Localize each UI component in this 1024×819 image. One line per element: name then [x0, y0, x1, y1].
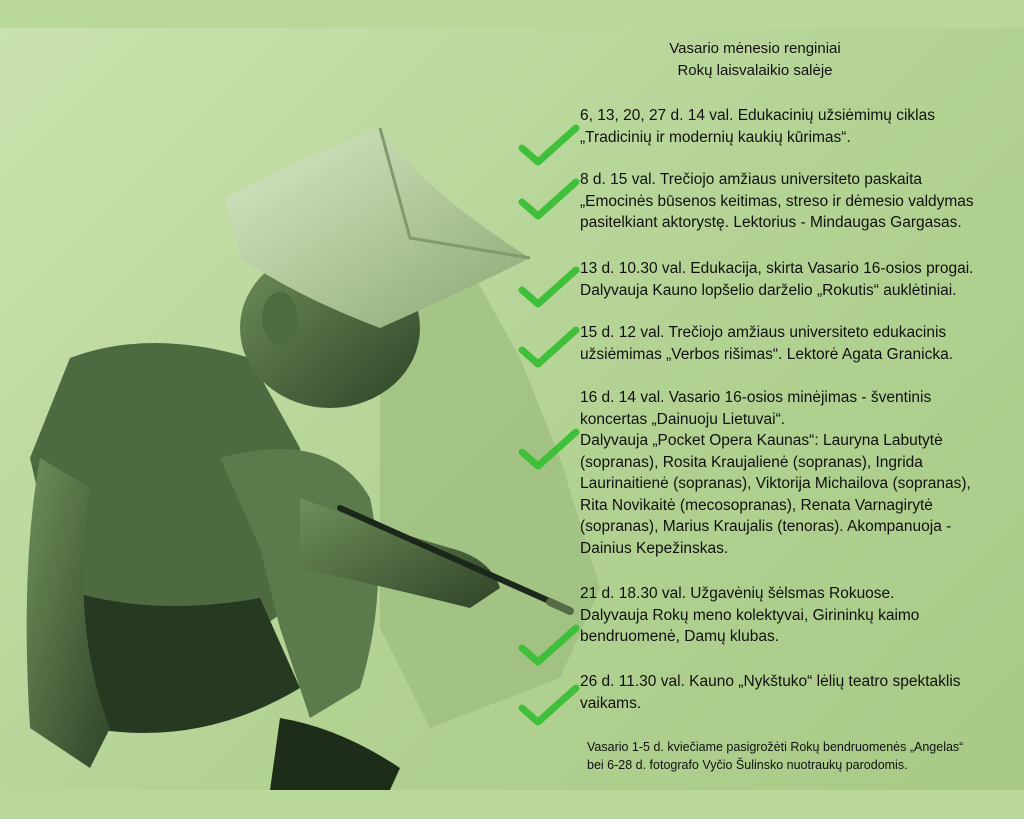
event-item	[580, 105, 1020, 148]
event-line: (sopranas), Marius Kraujalis (tenoras). Akompanuoja -	[580, 518, 952, 535]
event-line: vaikams.	[580, 694, 642, 712]
poster	[0, 28, 1024, 790]
event-item	[580, 583, 1020, 648]
checkmark-icon	[518, 266, 580, 310]
event-line: 26 d. 11.30 val. Kauno „Nykštuko“ lėlių teatro spektaklis	[580, 673, 961, 690]
footer-line: Vasario 1-5 d. kviečiame pasigrožėti Rokų bendruomenės „Angelas“	[587, 740, 964, 754]
event-line: 8 d. 15 val. Trečiojo amžiaus universiteto paskaita	[580, 171, 923, 188]
event-line: pasitelkiant aktorystę. Lektorius - Mindaugas Gargasas.	[580, 214, 962, 231]
event-item	[580, 169, 1020, 234]
event-line: 21 d. 18.30 val. Užgavėnių šėlsmas Rokuose.	[580, 585, 895, 602]
event-line: Dainius Kepežinskas.	[580, 539, 729, 557]
event-item	[580, 322, 1020, 365]
event-line: „Emocinės būsenos keitimas, streso ir dėmesio valdymas	[580, 192, 974, 210]
checkmark-icon	[518, 124, 580, 168]
event-line: 13 d. 10.30 val. Edukacija, skirta Vasario 16-osios progai.	[580, 260, 974, 277]
event-item	[580, 671, 1020, 714]
event-item	[580, 387, 1020, 559]
event-line: užsiėmimas „Verbos rišimas“. Lektorė Agata Granicka.	[580, 345, 953, 363]
header-subtitle: Rokų laisvalaikio salėje	[677, 62, 833, 79]
event-line: (sopranas), Rosita Kraujalienė (sopranas), Ingrida	[580, 453, 923, 471]
checkmark-icon	[518, 178, 580, 222]
footer-line: bei 6-28 d. fotografo Vyčio Šulinsko nuotraukų parodomis.	[587, 758, 908, 772]
header-title: Vasario mėnesio renginiai	[669, 40, 841, 57]
event-line: Laurinaitienė (sopranas), Viktorija Michailova (sopranas),	[580, 475, 971, 492]
event-line: koncertas „Dainuoju Lietuvai“.	[580, 410, 786, 428]
footer-note	[587, 738, 1024, 774]
event-line: „Tradicinių ir modernių kaukių kūrimas“.	[580, 128, 851, 146]
event-line: Rita Novikaitė (mecosopranas), Renata Varnagirytė	[580, 496, 933, 514]
event-line: 6, 13, 20, 27 d. 14 val. Edukacinių užsiėmimų ciklas	[580, 107, 935, 124]
poster-header	[640, 38, 870, 82]
event-line: 15 d. 12 val. Trečiojo amžiaus universiteto edukacinis	[580, 324, 947, 341]
event-item	[580, 258, 1020, 301]
event-line: Dalyvauja Kauno lopšelio darželio „Rokutis“ auklėtiniai.	[580, 281, 957, 299]
checkmark-icon	[518, 624, 580, 668]
event-line: Dalyvauja „Pocket Opera Kaunas“: Lauryna Labutytė	[580, 432, 943, 449]
event-line: bendruomenė, Damų klubas.	[580, 628, 780, 645]
event-line: Dalyvauja Rokų meno kolektyvai, Girininkų kaimo	[580, 606, 920, 624]
event-line: 16 d. 14 val. Vasario 16-osios minėjimas - šventinis	[580, 389, 932, 406]
checkmark-icon	[518, 684, 580, 728]
checkmark-icon	[518, 326, 580, 370]
checkmark-icon	[518, 428, 580, 472]
